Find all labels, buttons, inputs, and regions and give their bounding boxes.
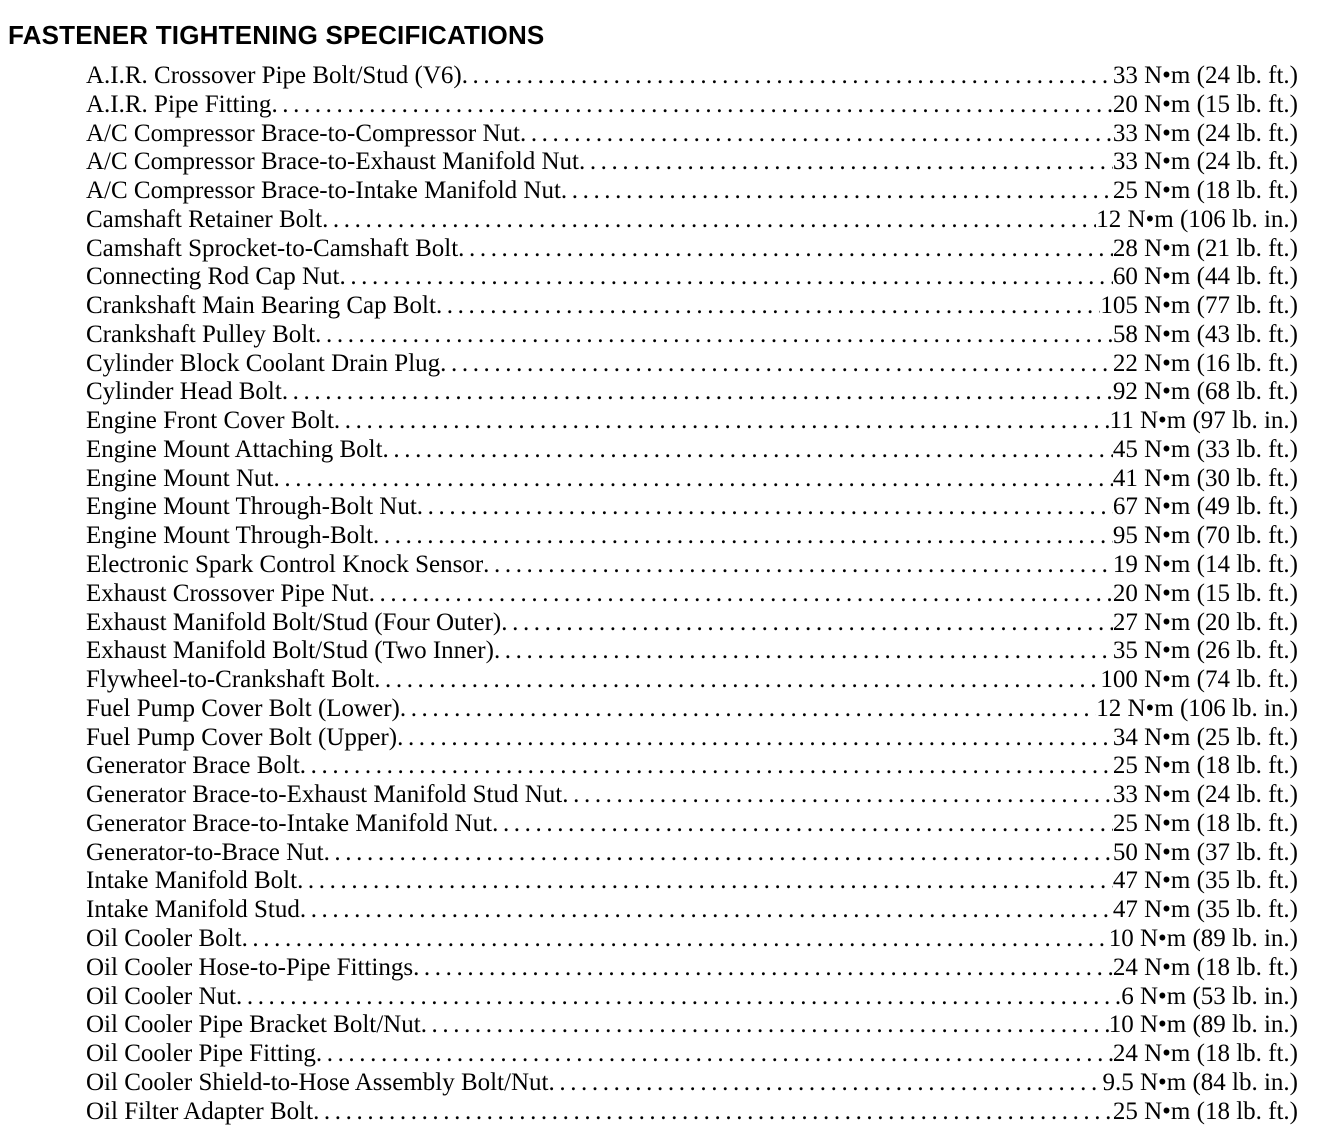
dot-leader — [413, 954, 1113, 983]
page-title: FASTENER TIGHTENING SPECIFICATIONS — [8, 20, 545, 51]
dot-leader — [562, 781, 1113, 810]
dot-leader — [494, 637, 1113, 666]
spec-name: A/C Compressor Brace-to-Intake Manifold Nut — [86, 177, 561, 205]
spec-row — [86, 925, 1298, 954]
spec-row — [86, 120, 1298, 149]
spec-row — [86, 177, 1298, 206]
dot-leader — [561, 177, 1113, 206]
spec-value: 12 N•m (106 lb. in.) — [1096, 694, 1298, 722]
dot-leader — [300, 752, 1113, 781]
spec-value: 105 N•m (77 lb. ft.) — [1100, 292, 1298, 320]
spec-name: Engine Mount Through-Bolt — [86, 522, 374, 550]
spec-row — [86, 407, 1298, 436]
spec-name: A/C Compressor Brace-to-Compressor Nut — [86, 119, 520, 147]
spec-row — [86, 637, 1298, 666]
dot-leader — [520, 120, 1113, 149]
spec-value: 47 N•m (35 lb. ft.) — [1112, 896, 1298, 924]
spec-name: Generator Brace-to-Exhaust Manifold Stud Nut — [86, 781, 563, 809]
spec-row — [86, 321, 1298, 350]
spec-value: 28 N•m (21 lb. ft.) — [1112, 234, 1298, 262]
spec-name: Oil Cooler Shield-to-Hose Assembly Bolt/Nut — [86, 1068, 549, 1096]
dot-leader — [483, 551, 1113, 580]
spec-value: 10 N•m (89 lb. in.) — [1108, 924, 1298, 952]
spec-row — [86, 954, 1298, 983]
spec-row — [86, 91, 1298, 120]
dot-leader — [579, 148, 1113, 177]
dot-leader — [274, 465, 1113, 494]
dot-leader — [417, 493, 1113, 522]
spec-value: 47 N•m (35 lb. ft.) — [1112, 867, 1298, 895]
spec-row — [86, 292, 1298, 321]
spec-row — [86, 263, 1298, 292]
spec-name: A.I.R. Pipe Fitting — [86, 90, 272, 118]
dot-leader — [339, 263, 1112, 292]
spec-name: A/C Compressor Brace-to-Exhaust Manifold Nut — [86, 148, 579, 176]
spec-value: 60 N•m (44 lb. ft.) — [1112, 263, 1298, 291]
spec-value: 27 N•m (20 lb. ft.) — [1112, 608, 1298, 636]
dot-leader — [334, 407, 1110, 436]
dot-leader — [236, 983, 1121, 1012]
spec-name: Intake Manifold Bolt — [86, 867, 298, 895]
spec-row — [86, 695, 1298, 724]
spec-value: 10 N•m (89 lb. in.) — [1108, 1011, 1298, 1039]
spec-name: Oil Cooler Bolt — [86, 924, 242, 952]
spec-name: A.I.R. Crossover Pipe Bolt/Stud (V6) — [86, 62, 462, 89]
spec-row — [86, 752, 1298, 781]
spec-value: 11 N•m (97 lb. in.) — [1109, 407, 1298, 435]
spec-name: Crankshaft Pulley Bolt — [86, 320, 316, 348]
spec-name: Oil Cooler Nut — [86, 982, 236, 1010]
dot-leader — [315, 321, 1113, 350]
spec-value: 25 N•m (18 lb. ft.) — [1112, 752, 1298, 780]
spec-name: Connecting Rod Cap Nut — [86, 263, 340, 291]
spec-name: Engine Mount Attaching Bolt — [86, 435, 383, 463]
spec-name: Camshaft Retainer Bolt — [86, 205, 323, 233]
dot-leader — [271, 91, 1112, 120]
spec-row — [86, 1098, 1298, 1127]
spec-row — [86, 235, 1298, 264]
spec-value: 100 N•m (74 lb. ft.) — [1100, 666, 1298, 694]
dot-leader — [297, 867, 1113, 896]
spec-name: Generator Brace Bolt — [86, 752, 300, 780]
spec-name: Oil Filter Adapter Bolt — [86, 1097, 314, 1125]
spec-row — [86, 867, 1298, 896]
spec-value: 24 N•m (18 lb. ft.) — [1112, 953, 1298, 981]
spec-name: Oil Cooler Pipe Bracket Bolt/Nut — [86, 1011, 421, 1039]
spec-value: 50 N•m (37 lb. ft.) — [1112, 838, 1298, 866]
dot-leader — [313, 1098, 1113, 1127]
spec-name: Engine Front Cover Bolt — [86, 407, 334, 435]
spec-name: Camshaft Sprocket-to-Camshaft Bolt — [86, 234, 459, 262]
spec-value: 9.5 N•m (84 lb. in.) — [1102, 1068, 1298, 1096]
spec-value: 33 N•m (24 lb. ft.) — [1112, 781, 1298, 809]
spec-name: Exhaust Crossover Pipe Nut — [86, 579, 369, 607]
spec-name: Flywheel-to-Crankshaft Bolt — [86, 666, 375, 694]
dot-leader — [462, 62, 1113, 91]
spec-row — [86, 378, 1298, 407]
spec-name: Generator Brace-to-Intake Manifold Nut — [86, 809, 493, 837]
spec-row — [86, 781, 1298, 810]
spec-value: 19 N•m (14 lb. ft.) — [1112, 551, 1298, 579]
spec-value: 33 N•m (24 lb. ft.) — [1112, 62, 1298, 89]
dot-leader — [316, 1040, 1113, 1069]
spec-value: 25 N•m (18 lb. ft.) — [1112, 1097, 1298, 1125]
spec-row — [86, 580, 1298, 609]
spec-value: 34 N•m (25 lb. ft.) — [1112, 723, 1298, 751]
spec-value: 67 N•m (49 lb. ft.) — [1112, 493, 1298, 521]
spec-value: 95 N•m (70 lb. ft.) — [1112, 522, 1298, 550]
dot-leader — [383, 436, 1113, 465]
spec-name: Oil Cooler Pipe Fitting — [86, 1040, 316, 1068]
spec-row — [86, 839, 1298, 868]
dot-leader — [400, 695, 1096, 724]
spec-row — [86, 896, 1298, 925]
spec-name: Electronic Spark Control Knock Sensor — [86, 551, 484, 579]
dot-leader — [282, 378, 1113, 407]
spec-row — [86, 983, 1298, 1012]
spec-row — [86, 436, 1298, 465]
spec-value: 33 N•m (24 lb. ft.) — [1112, 148, 1298, 176]
dot-leader — [492, 810, 1113, 839]
spec-row — [86, 465, 1298, 494]
dot-leader — [322, 206, 1096, 235]
spec-row — [86, 551, 1298, 580]
spec-name: Fuel Pump Cover Bolt (Upper) — [86, 723, 398, 751]
spec-name: Cylinder Head Bolt — [86, 378, 282, 406]
spec-row — [86, 666, 1298, 695]
dot-leader — [501, 609, 1113, 638]
dot-leader — [300, 896, 1113, 925]
spec-value: 22 N•m (16 lb. ft.) — [1112, 349, 1298, 377]
spec-name: Engine Mount Nut — [86, 464, 274, 492]
spec-name: Oil Cooler Hose-to-Pipe Fittings — [86, 953, 414, 981]
spec-name: Crankshaft Main Bearing Cap Bolt — [86, 292, 436, 320]
spec-row — [86, 350, 1298, 379]
spec-row — [86, 810, 1298, 839]
spec-name: Exhaust Manifold Bolt/Stud (Two Inner) — [86, 637, 494, 665]
dot-leader — [397, 724, 1113, 753]
spec-value: 24 N•m (18 lb. ft.) — [1112, 1040, 1298, 1068]
spec-value: 20 N•m (15 lb. ft.) — [1112, 90, 1298, 118]
spec-row — [86, 609, 1298, 638]
spec-value: 25 N•m (18 lb. ft.) — [1112, 177, 1298, 205]
spec-row — [86, 1011, 1298, 1040]
spec-value: 35 N•m (26 lb. ft.) — [1112, 637, 1298, 665]
spec-value: 12 N•m (106 lb. in.) — [1096, 205, 1298, 233]
dot-leader — [374, 666, 1100, 695]
spec-row — [86, 62, 1298, 91]
spec-row — [86, 148, 1298, 177]
dot-leader — [458, 235, 1113, 264]
spec-value: 25 N•m (18 lb. ft.) — [1112, 809, 1298, 837]
spec-row — [86, 206, 1298, 235]
spec-value: 20 N•m (15 lb. ft.) — [1112, 579, 1298, 607]
spec-value: 33 N•m (24 lb. ft.) — [1112, 119, 1298, 147]
dot-leader — [373, 522, 1113, 551]
spec-name: Generator-to-Brace Nut — [86, 838, 324, 866]
spec-row — [86, 1069, 1298, 1098]
dot-leader — [324, 839, 1113, 868]
dot-leader — [436, 292, 1100, 321]
spec-row — [86, 493, 1298, 522]
spec-name: Fuel Pump Cover Bolt (Lower) — [86, 694, 400, 722]
dot-leader — [421, 1011, 1109, 1040]
dot-leader — [369, 580, 1113, 609]
dot-leader — [440, 350, 1113, 379]
dot-leader — [242, 925, 1109, 954]
spec-name: Cylinder Block Coolant Drain Plug — [86, 349, 441, 377]
dot-leader — [549, 1069, 1103, 1098]
spec-value: 92 N•m (68 lb. ft.) — [1112, 378, 1298, 406]
spec-row — [86, 1040, 1298, 1069]
spec-value: 45 N•m (33 lb. ft.) — [1112, 435, 1298, 463]
spec-value: 6 N•m (53 lb. in.) — [1121, 982, 1298, 1010]
spec-name: Engine Mount Through-Bolt Nut — [86, 493, 417, 521]
spec-value: 41 N•m (30 lb. ft.) — [1112, 464, 1298, 492]
spec-name: Exhaust Manifold Bolt/Stud (Four Outer) — [86, 608, 502, 636]
spec-list — [86, 62, 1298, 1126]
spec-value: 58 N•m (43 lb. ft.) — [1112, 320, 1298, 348]
spec-row — [86, 724, 1298, 753]
spec-row — [86, 522, 1298, 551]
spec-name: Intake Manifold Stud — [86, 896, 300, 924]
